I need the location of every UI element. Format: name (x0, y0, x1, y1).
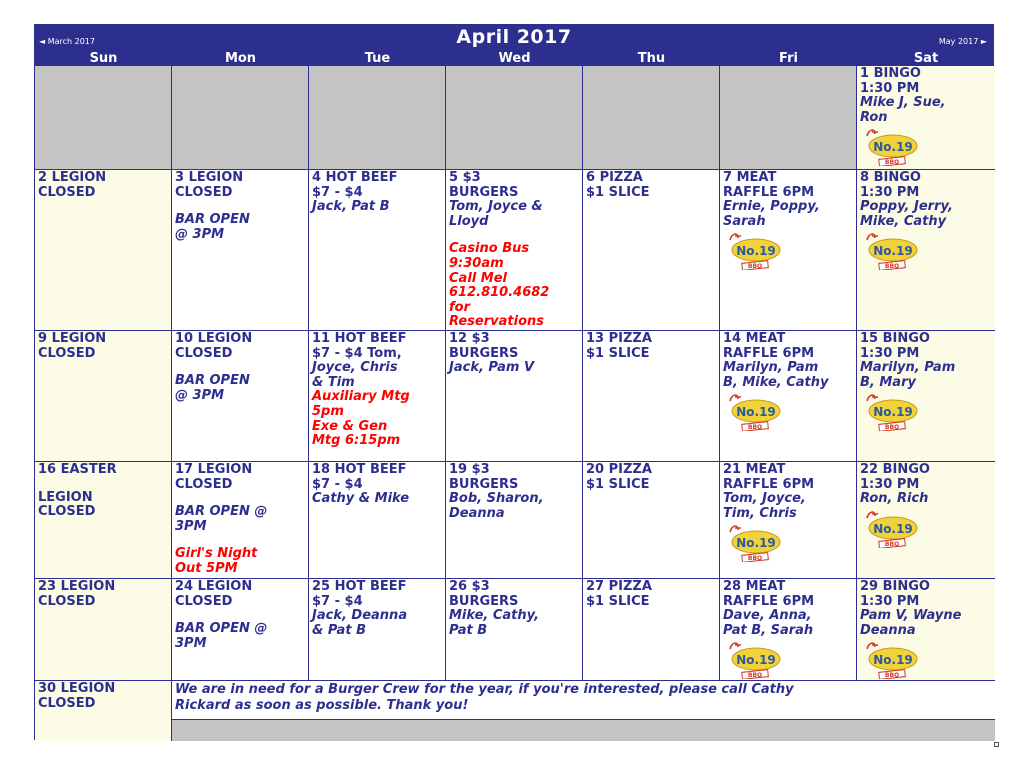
cell-text-line: Reservations (449, 314, 544, 330)
day-cell-content (720, 170, 856, 270)
day-cell-content (172, 462, 308, 577)
cell-text-line: B, Mike, Cathy (723, 374, 829, 390)
cell-text-line: RAFFLE 6PM (723, 184, 815, 200)
day-cell (583, 579, 720, 681)
cell-text-line: CLOSED (38, 504, 96, 520)
cell-text-line: BURGERS (449, 345, 519, 361)
svg-text:BBQ: BBQ (747, 555, 763, 563)
day-cell-content (857, 170, 995, 270)
cell-text-line: BAR OPEN @ (175, 621, 268, 637)
spacer (38, 478, 169, 491)
cell-text-line: Girl's Night (175, 546, 258, 562)
cell-text-line: Mtg 6:15pm (312, 433, 401, 449)
svg-text:BBQ: BBQ (884, 263, 900, 271)
cell-text-line: CLOSED (175, 184, 233, 200)
cell-text-line: BURGERS (449, 184, 519, 200)
day-cell (583, 170, 720, 331)
cell-text-line: Deanna (860, 622, 916, 638)
cell-text-line: & Tim (312, 374, 355, 390)
cell-text-line: 9 LEGION (38, 331, 107, 346)
day-of-week-header (35, 51, 993, 66)
svg-text:No.19: No.19 (736, 536, 776, 551)
month-title: April 2017 (456, 26, 572, 48)
day-cell (857, 66, 995, 170)
cell-text-line: 26 $3 (449, 579, 490, 594)
notice-line: Rickard as soon as possible. Thank you! (175, 698, 469, 713)
cell-text-line: 16 EASTER (38, 462, 117, 477)
cell-text-line: CLOSED (175, 345, 233, 361)
day-cell-content (172, 331, 308, 403)
cell-text-line: Pam V, Wayne (860, 608, 962, 624)
svg-text:BBQ: BBQ (884, 672, 900, 680)
day-cell-content (720, 579, 856, 679)
day-cell (309, 579, 446, 681)
cell-text-line: 1:30 PM (860, 345, 920, 361)
day-cell (309, 170, 446, 331)
next-month-link[interactable]: May 2017 ► (938, 37, 987, 46)
svg-text:No.19: No.19 (873, 140, 913, 155)
day-cell (720, 579, 857, 681)
day-cell (35, 579, 172, 681)
empty-cell (720, 66, 857, 170)
notice-box (172, 681, 995, 720)
day-cell (172, 462, 309, 579)
day-cell (309, 462, 446, 579)
day-cell (857, 462, 995, 579)
cell-text-line: Tom, Joyce & (449, 199, 543, 215)
cell-text-line: Ernie, Poppy, (723, 199, 820, 215)
dow-tue: Tue (364, 51, 391, 66)
cell-text-line: 5pm (312, 403, 344, 419)
cell-text-line: 3 LEGION (175, 170, 244, 185)
day-cell-content (309, 462, 445, 507)
cell-text-line: Marilyn, Pam (860, 360, 956, 376)
cell-text-line: $1 SLICE (586, 345, 650, 361)
svg-text:No.19: No.19 (873, 244, 913, 259)
resize-handle[interactable] (994, 742, 999, 747)
day-cell (720, 170, 857, 331)
day-cell (172, 170, 309, 331)
cell-text-line: Mike J, Sue, (860, 95, 946, 111)
cell-text-line: 21 MEAT (723, 462, 786, 477)
bbq-logo-icon (861, 639, 931, 679)
cell-text-line: 1:30 PM (860, 593, 920, 609)
cell-text-line: BAR OPEN @ (175, 504, 268, 520)
day-cell-content (857, 462, 995, 548)
day-cell-content (857, 579, 995, 679)
cell-text-line: 12 $3 (449, 331, 490, 346)
svg-text:BBQ: BBQ (747, 263, 763, 271)
day-cell-content (309, 170, 445, 215)
cell-text-line: LEGION (38, 489, 93, 505)
cell-text-line: CLOSED (175, 476, 233, 492)
cell-text-line: Pat B (449, 622, 488, 638)
cell-text-line: 3PM (175, 635, 207, 651)
cell-text-line: BAR OPEN (175, 373, 250, 389)
day-cell-content (35, 681, 171, 711)
svg-text:BBQ: BBQ (884, 424, 900, 432)
cell-text-line: 11 HOT BEEF (312, 331, 407, 346)
svg-text:BBQ: BBQ (884, 540, 900, 548)
day-cell (446, 462, 583, 579)
day-cell-content (583, 579, 719, 609)
cell-text-line: @ 3PM (175, 226, 225, 242)
day-cell (35, 331, 172, 462)
day-cell-content (446, 66, 582, 67)
cell-text-line: CLOSED (38, 593, 96, 609)
cell-text-line: 19 $3 (449, 462, 490, 477)
day-cell (446, 579, 583, 681)
day-cell (309, 331, 446, 462)
svg-text:BBQ: BBQ (747, 672, 763, 680)
bbq-logo-icon (724, 230, 794, 270)
cell-text-line: 1:30 PM (860, 80, 920, 96)
cell-text-line: 7 MEAT (723, 170, 777, 185)
cell-text-line: 1:30 PM (860, 476, 920, 492)
dow-wed: Wed (498, 51, 531, 66)
prev-month-link[interactable]: ◄ March 2017 (39, 37, 95, 46)
day-cell (857, 170, 995, 331)
day-cell (857, 331, 995, 462)
cell-text-line: Ron, Rich (860, 491, 929, 507)
cell-text-line: B, Mary (860, 374, 916, 390)
cell-text-line: BURGERS (449, 476, 519, 492)
day-cell (583, 462, 720, 579)
cell-text-line: 20 PIZZA (586, 462, 652, 477)
cell-text-line: RAFFLE 6PM (723, 345, 815, 361)
cell-text-line: CLOSED (38, 184, 96, 200)
svg-text:No.19: No.19 (873, 405, 913, 420)
cell-text-line: Auxiliary Mtg (312, 389, 410, 405)
cell-text-line: Lloyd (449, 213, 489, 229)
cell-text-line: Mike, Cathy (860, 213, 947, 229)
cell-text-line: 4 HOT BEEF (312, 170, 398, 185)
day-cell-content (309, 66, 445, 67)
day-cell-content (583, 170, 719, 200)
dow-sun: Sun (89, 51, 118, 66)
cell-text-line: 10 LEGION (175, 331, 253, 346)
cell-text-line: & Pat B (312, 622, 366, 638)
empty-cell (172, 720, 995, 741)
day-cell-content (35, 579, 171, 609)
empty-cell (172, 66, 309, 170)
day-cell-content (720, 66, 856, 67)
cell-text-line: Pat B, Sarah (723, 622, 814, 638)
notice-text (172, 681, 995, 714)
svg-text:BBQ: BBQ (884, 159, 900, 167)
dow-fri: Fri (779, 51, 798, 66)
cell-text-line: Cathy & Mike (312, 491, 410, 507)
bbq-logo-icon (724, 391, 794, 431)
day-cell-content (172, 170, 308, 242)
cell-text-line: $1 SLICE (586, 476, 650, 492)
cell-text-line: for (449, 299, 470, 315)
cell-text-line: $7 - $4 (312, 476, 363, 492)
svg-text:No.19: No.19 (736, 405, 776, 420)
cell-text-line: Deanna (449, 505, 505, 521)
day-cell-content (35, 66, 171, 67)
cell-text-line: Exe & Gen (312, 418, 388, 434)
day-cell-content (35, 170, 171, 200)
bbq-logo-icon (861, 391, 931, 431)
cell-text-line: 15 BINGO (860, 331, 930, 346)
day-cell (857, 579, 995, 681)
cell-text-line: Mike, Cathy, (449, 608, 540, 624)
empty-cell (35, 66, 172, 170)
cell-text-line: 30 LEGION (38, 681, 116, 696)
cell-text-line: 17 LEGION (175, 462, 253, 477)
svg-text:No.19: No.19 (736, 653, 776, 668)
day-cell (446, 170, 583, 331)
bbq-logo-icon (861, 230, 931, 270)
day-cell-content (583, 331, 719, 361)
bbq-logo-icon (724, 639, 794, 679)
cell-text-line: Tom, Joyce, (723, 491, 806, 507)
day-cell-content (857, 66, 995, 166)
cell-text-line: 9:30am (449, 255, 504, 271)
day-cell-content (446, 170, 582, 330)
day-cell (35, 170, 172, 331)
cell-text-line: RAFFLE 6PM (723, 476, 815, 492)
day-cell (35, 681, 172, 741)
cell-text-line: 27 PIZZA (586, 579, 652, 594)
day-cell-content (720, 462, 856, 562)
day-cell (172, 331, 309, 462)
day-cell-content (720, 331, 856, 431)
day-cell-content (172, 66, 308, 67)
cell-text-line: 28 MEAT (723, 579, 786, 594)
svg-text:No.19: No.19 (736, 244, 776, 259)
cell-text-line: 18 HOT BEEF (312, 462, 407, 477)
bbq-logo-icon (861, 508, 931, 548)
day-cell-content (446, 331, 582, 376)
day-cell (720, 462, 857, 579)
cell-text-line: 29 BINGO (860, 579, 930, 594)
dow-sat: Sat (913, 51, 939, 66)
cell-text-line: 25 HOT BEEF (312, 579, 407, 594)
cell-text-line: Sarah (723, 213, 766, 229)
cell-text-line: 6 PIZZA (586, 170, 643, 185)
day-cell-content (583, 66, 719, 67)
day-cell-content (172, 579, 308, 651)
day-cell-content (309, 579, 445, 638)
cell-text-line: Poppy, Jerry, (860, 199, 953, 215)
day-cell-content (857, 331, 995, 431)
cell-text-line: 612.810.4682 (449, 285, 550, 301)
calendar-header (35, 25, 993, 51)
cell-text-line: 1:30 PM (860, 184, 920, 200)
cell-text-line: Jack, Pam V (449, 360, 535, 376)
calendar (34, 24, 994, 740)
dow-thu: Thu (637, 51, 666, 66)
cell-text-line: $7 - $4 Tom, (312, 345, 402, 361)
day-cell (446, 331, 583, 462)
day-cell-content (35, 462, 171, 520)
cell-text-line: 5 $3 (449, 170, 481, 185)
cell-text-line: CLOSED (38, 345, 96, 361)
cell-text-line: Bob, Sharon, (449, 491, 544, 507)
cell-text-line: Call Mel (449, 270, 507, 286)
cell-text-line: CLOSED (175, 593, 233, 609)
svg-text:BBQ: BBQ (747, 424, 763, 432)
cell-text-line: Jack, Deanna (312, 608, 408, 624)
cell-text-line: Dave, Anna, (723, 608, 812, 624)
day-cell-content (583, 462, 719, 492)
bbq-logo-icon (861, 126, 931, 166)
empty-cell (446, 66, 583, 170)
day-cell-content (446, 579, 582, 638)
cell-text-line: $1 SLICE (586, 184, 650, 200)
cell-text-line: 14 MEAT (723, 331, 786, 346)
cell-text-line: @ 3PM (175, 387, 225, 403)
day-cell-content (309, 331, 445, 449)
cell-text-line: 3PM (175, 518, 207, 534)
cell-text-line: 24 LEGION (175, 579, 253, 594)
svg-text:No.19: No.19 (873, 521, 913, 536)
cell-text-line: 1 BINGO (860, 66, 921, 81)
cell-text-line: $7 - $4 (312, 593, 363, 609)
cell-text-line: CLOSED (38, 695, 96, 711)
cell-text-line: RAFFLE 6PM (723, 593, 815, 609)
cell-text-line: 23 LEGION (38, 579, 116, 594)
cell-text-line: Marilyn, Pam (723, 360, 819, 376)
cell-text-line: 8 BINGO (860, 170, 921, 185)
notice-line: We are in need for a Burger Crew for the year, if you're interested, please call Cathy (175, 682, 794, 697)
bbq-logo-icon (724, 522, 794, 562)
cell-text-line: 13 PIZZA (586, 331, 652, 346)
cell-text-line: $1 SLICE (586, 593, 650, 609)
empty-cell (583, 66, 720, 170)
cell-text-line: Jack, Pat B (312, 199, 390, 215)
cell-text-line: 22 BINGO (860, 462, 930, 477)
day-cell (35, 462, 172, 579)
svg-text:No.19: No.19 (873, 653, 913, 668)
cell-text-line: Ron (860, 109, 888, 125)
day-cell-content (35, 331, 171, 361)
day-cell (583, 331, 720, 462)
cell-text-line: 2 LEGION (38, 170, 107, 185)
cell-text-line: BURGERS (449, 593, 519, 609)
day-cell (172, 579, 309, 681)
dow-mon: Mon (224, 51, 257, 66)
cell-text-line: $7 - $4 (312, 184, 363, 200)
cell-text-line: BAR OPEN (175, 212, 250, 228)
day-cell-content (446, 462, 582, 521)
cell-text-line: Joyce, Chris (312, 360, 398, 376)
cell-text-line: Tim, Chris (723, 505, 797, 521)
empty-cell (309, 66, 446, 170)
day-cell (720, 331, 857, 462)
cell-text-line: Out 5PM (175, 560, 238, 576)
cell-text-line: Casino Bus (449, 241, 530, 257)
